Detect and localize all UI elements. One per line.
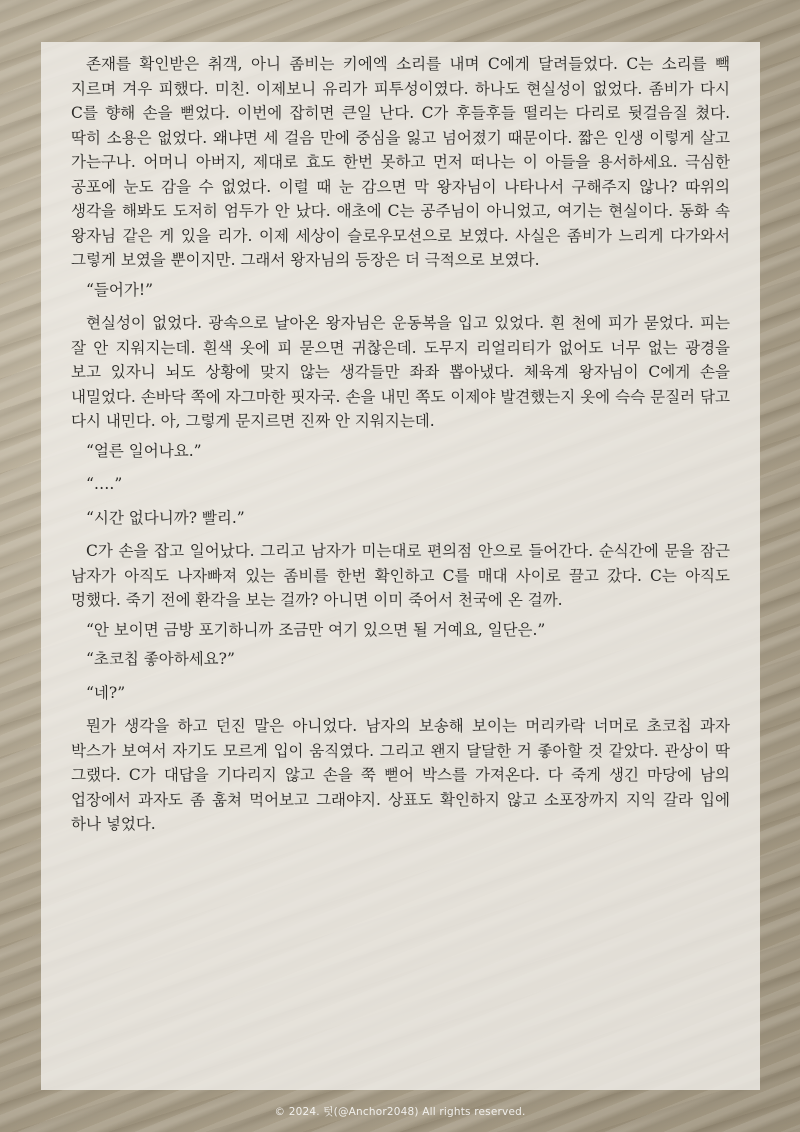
story-body [71,52,730,837]
paragraph-3: C가 손을 잡고 일어났다. 그리고 남자가 미는대로 편의점 안으로 들어간다. 순식간에 문을 잠근 남자가 아직도 나자빠져 있는 좀비를 한번 확인하고 C를 매대 사이로 끌고 갔다. C는 아직도 멍했다. 죽기 전에 환각을 보는 걸까? 아니면 이미 죽어서 천국에 온 걸까. [71,542,730,609]
copyright-footer: © 2024. 텃(@Anchor2048) All rights reserved. [274,1106,526,1118]
dialogue-1: “들어가!” [86,280,153,299]
dialogue-5: “초코칩 좋아하세요?” [86,650,235,668]
dialogue-4: “시간 없다니까? 빨리.” [86,508,245,527]
paragraph-4: “안 보이면 금방 포기하니까 조금만 여기 있으면 될 거예요, 일단은.” [86,620,546,639]
paragraph-2: 현실성이 없었다. 광속으로 날아온 왕자님은 운동복을 입고 있었다. 흰 천에 피가 묻었다. 피는 잘 안 지워지는데. 흰색 옷에 피 묻으면 귀찮은데. 도무지 리얼리티가 없어도 너무 없는 광경을 보고 있자니 뇌도 상황에 맞지 않는 생각들만 좌좌 뽑아냈다. 체육계 왕자님이 C에게 손을 내밀었다. 손바닥 쪽에 자그마한 핏자국. 손을 내민 쪽도 이제야 발견했는지 옷에 슥슥 문질러 닦고 다시 내민다. 아, 그렇게 문지르면 진짜 안 지워지는데. [71,314,730,430]
page-paper [41,42,760,1090]
paragraph-5: 뭔가 생각을 하고 던진 말은 아니었다. 남자의 보송해 보이는 머리카락 너머로 초코칩 과자 박스가 보여서 자기도 모르게 입이 움직였다. 그리고 왠지 달달한 거 좋아할 것 같았다. 관상이 딱 그랬다. C가 대답을 기다리지 않고 손을 쭉 뻗어 박스를 가져온다. 다 죽게 생긴 마당에 남의 업장에서 과자도 좀 훔쳐 먹어보고 그래야지. 상표도 확인하지 않고 소포장까지 지익 갈라 입에 하나 넣었다. [71,717,730,833]
dialogue-3: “….” [86,475,123,493]
dialogue-2: “얼른 일어나요.” [86,441,202,460]
dialogue-6: “네?” [86,683,126,702]
paragraph-1: 존재를 확인받은 취객, 아니 좀비는 키에엑 소리를 내며 C에게 달려들었다. C는 소리를 빽 지르며 겨우 피했다. 미친. 이제보니 유리가 피투성이였다. 하나도 현실성이 없었다. 좀비가 다시 C를 향해 손을 뻗었다. 이번에 잡히면 큰일 난다. C가 후들후들 떨리는 다리로 뒷걸음질 쳤다. 딱히 소용은 없었다. 왜냐면 세 걸음 만에 중심을 잃고 넘어졌기 때문이다. 짧은 인생 이렇게 살고 가는구나. 어머니 아버지, 제대로 효도 한번 못하고 먼저 떠나는 이 아들을 용서하세요. 극심한 공포에 눈도 감을 수 없었다. 이럴 때 눈 감으면 막 왕자님이 나타나서 구해주지 않나? 따위의 생각을 해봐도 도저히 엄두가 안 났다. 애초에 C는 공주님이 아니었고, 여기는 현실이다. 동화 속 왕자님 같은 게 있을 리가. 이제 세상이 슬로우모션으로 보였다. 사실은 좀비가 느리게 다가와서 그렇게 보였을 뿐이지만. 그래서 왕자님의 등장은 더 극적으로 보였다. [71,55,730,269]
